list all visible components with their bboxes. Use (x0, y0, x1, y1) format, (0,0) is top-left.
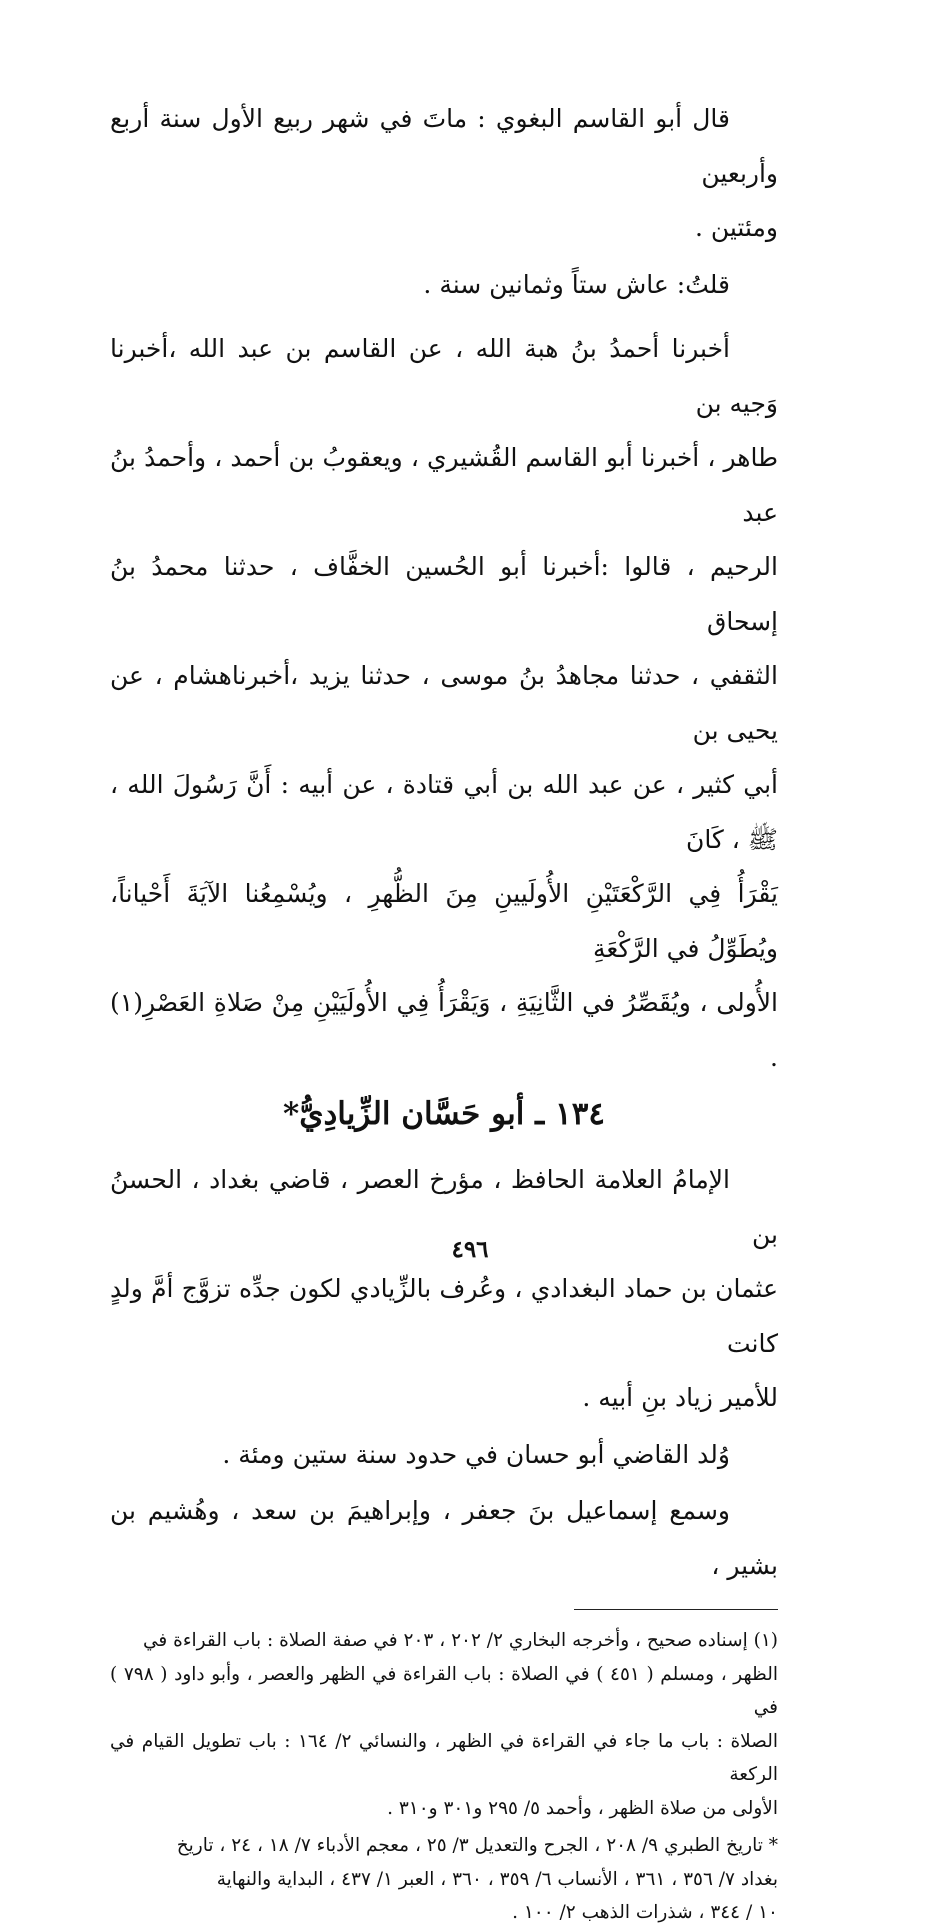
book-page (110, 92, 778, 1923)
body-paragraph-1: قال أبو القاسم البغوي : ماتَ في شهر ربيع الأول سنة أربع وأربعين ومئتين . (110, 104, 778, 242)
footnote-1: (١) إسناده صحيح ، وأخرجه البخاري ٢/ ٢٠٢ ، ٢٠٣ في صفة الصلاة : باب القراءة في الظهر ، ومسلم ( ٤٥١ ) في الصلاة : باب القراءة في الظهر والعصر ، وأبو داود ( ٧٩٨ ) في الصلاة : باب ما جاء في القراءة في الظهر ، والنسائي ٢/ ١٦٤ : باب تطويل القيام في الركعة الأولى من صلاة الظهر ، وأحمد ٥/ ٢٩٥ و٣٠١ و٣١٠ . (110, 1630, 778, 1819)
body-paragraph-3: أخبرنا أحمدُ بنُ هبة الله ، عن القاسم بن عبد الله ،أخبرنا وَجيه بن طاهر ، أخبرنا أبو القاسم القُشيري ، ويعقوبُ بن أحمد ، وأحمدُ بنُ عبد الرحيم ، قالوا :أخبرنا أبو الحُسين الخفَّاف ، حدثنا محمدُ بنُ إسحاق الثقفي ، حدثنا مجاهدُ بنُ موسى ، حدثنا يزيد ،أخبرناهشام ، عن يحيى بن أبي كثير ، عن عبد الله بن أبي قتادة ، عن أبيه : أَنَّ رَسُولَ الله ، ﷺ ، كَانَ يَقْرَأُ فِي الرَّكْعَتَيْنِ الأُولَيينِ مِنَ الظُّهرِ ، ويُسْمِعُنا الآيَةَ أَحْياناً، ويُطَوِّلُ في الرَّكْعَةِ الأُولى ، ويُقَصِّرُ في الثَّانِيَةِ ، وَيَقْرَأُ فِي الأُولَيَيْنِ مِنْ صَلاةِ العَصْرِ(١) . (110, 334, 778, 1072)
footnote-2: * تاريخ الطبري ٩/ ٢٠٨ ، الجرح والتعديل ٣/ ٢٥ ، معجم الأدباء ٧/ ١٨ ، ٢٤ ، تاريخ بغداد ٧/ ٣٥٦ ، ٣٦١ ، الأنساب ٦/ ٣٥٩ ، ٣٦٠ ، العبر ١/ ٤٣٧ ، البداية والنهاية ١٠ / ٣٤٤ ، شذرات الذهب ٢/ ١٠٠ . (176, 1835, 778, 1923)
footnote-separator (574, 1609, 778, 1610)
body-paragraph-2: قلتُ: عاش ستاً وثمانين سنة . (423, 269, 730, 299)
body-paragraph-6: وسمع إسماعيل بنَ جعفر ، وإبراهيمَ بن سعد ، وهُشيم بن بشير ، (110, 1496, 778, 1580)
body-paragraph-4: الإمامُ العلامة الحافظ ، مؤرخ العصر ، قاضي بغداد ، الحسنُ بن عثمان بن حماد البغدادي ، وعُرف بالزِّيادي لكون جدِّه تزوَّج أمَّ ولدٍ كانت للأمير زياد بنِ أبيه . (110, 1165, 778, 1412)
body-paragraph-5: وُلد القاضي أبو حسان في حدود سنة ستين ومئة . (222, 1439, 730, 1469)
biography-heading: ١٣٤ ـ أبو حَسَّان الزِّيادِيُّ* (282, 1096, 605, 1132)
page-number: ٤٩٦ (451, 1236, 489, 1263)
